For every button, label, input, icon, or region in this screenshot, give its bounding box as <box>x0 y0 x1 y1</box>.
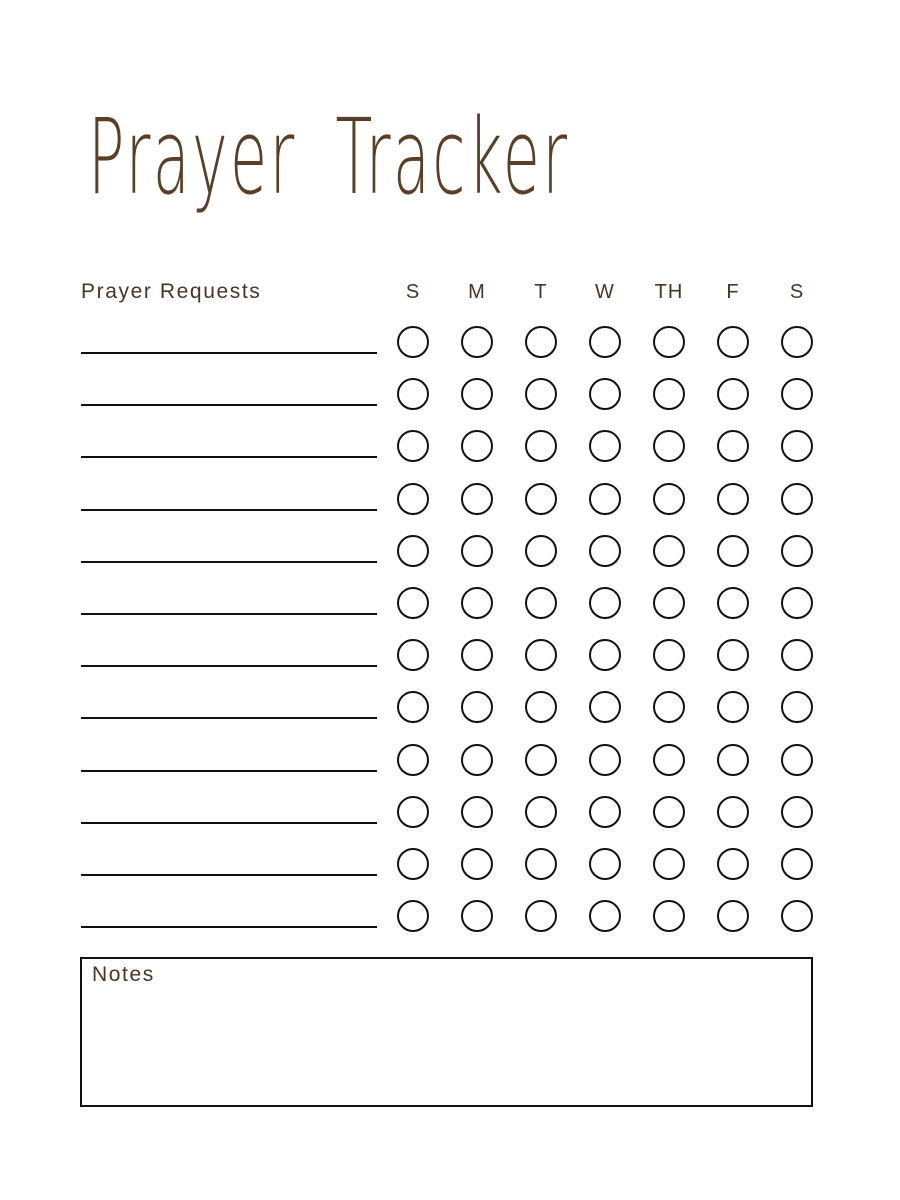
day-checkbox-circle[interactable] <box>397 587 429 619</box>
day-checkbox-circle[interactable] <box>525 483 557 515</box>
day-checkbox-circle[interactable] <box>589 744 621 776</box>
day-checkbox-circle[interactable] <box>589 796 621 828</box>
prayer-request-line[interactable] <box>81 509 377 511</box>
day-checkbox-circle[interactable] <box>397 535 429 567</box>
day-checkbox-circle[interactable] <box>781 691 813 723</box>
day-header-5: F <box>726 281 740 303</box>
day-checkbox-circle[interactable] <box>589 848 621 880</box>
day-checkbox-circle[interactable] <box>461 483 493 515</box>
day-checkbox-circle[interactable] <box>461 744 493 776</box>
day-checkbox-circle[interactable] <box>397 326 429 358</box>
day-checkbox-circle[interactable] <box>717 326 749 358</box>
day-checkbox-circle[interactable] <box>717 430 749 462</box>
prayer-request-line[interactable] <box>81 456 377 458</box>
page-title: Prayer Tracker <box>88 96 570 218</box>
day-checkbox-circle[interactable] <box>717 378 749 410</box>
prayer-request-line[interactable] <box>81 561 377 563</box>
day-header-2: T <box>534 281 548 303</box>
day-header-0: S <box>405 281 421 303</box>
day-checkbox-circle[interactable] <box>525 587 557 619</box>
day-checkbox-circle[interactable] <box>653 900 685 932</box>
day-checkbox-circle[interactable] <box>653 744 685 776</box>
day-checkbox-circle[interactable] <box>525 378 557 410</box>
day-checkbox-circle[interactable] <box>717 483 749 515</box>
notes-label: Notes <box>92 963 155 986</box>
day-checkbox-circle[interactable] <box>717 535 749 567</box>
day-checkbox-circle[interactable] <box>397 378 429 410</box>
day-checkbox-circle[interactable] <box>781 535 813 567</box>
day-checkbox-circle[interactable] <box>653 483 685 515</box>
day-checkbox-circle[interactable] <box>717 691 749 723</box>
day-checkbox-circle[interactable] <box>653 691 685 723</box>
day-checkbox-circle[interactable] <box>589 639 621 671</box>
day-header-6: S <box>789 281 805 303</box>
day-checkbox-circle[interactable] <box>717 744 749 776</box>
day-checkbox-circle[interactable] <box>397 744 429 776</box>
prayer-request-line[interactable] <box>81 613 377 615</box>
day-checkbox-circle[interactable] <box>397 848 429 880</box>
day-checkbox-circle[interactable] <box>781 796 813 828</box>
day-checkbox-circle[interactable] <box>461 430 493 462</box>
day-checkbox-circle[interactable] <box>653 848 685 880</box>
day-checkbox-circle[interactable] <box>781 378 813 410</box>
day-checkbox-circle[interactable] <box>525 744 557 776</box>
prayer-request-line[interactable] <box>81 770 377 772</box>
day-checkbox-circle[interactable] <box>397 796 429 828</box>
day-checkbox-circle[interactable] <box>525 848 557 880</box>
day-checkbox-circle[interactable] <box>525 326 557 358</box>
day-header-1: M <box>468 281 486 303</box>
prayer-request-line[interactable] <box>81 874 377 876</box>
day-checkbox-circle[interactable] <box>589 587 621 619</box>
day-checkbox-circle[interactable] <box>525 430 557 462</box>
day-checkbox-circle[interactable] <box>653 535 685 567</box>
prayer-request-line[interactable] <box>81 926 377 928</box>
day-checkbox-circle[interactable] <box>461 691 493 723</box>
day-checkbox-circle[interactable] <box>589 326 621 358</box>
day-checkbox-circle[interactable] <box>653 587 685 619</box>
day-checkbox-circle[interactable] <box>781 587 813 619</box>
notes-box[interactable] <box>80 957 813 1107</box>
day-checkbox-circle[interactable] <box>653 326 685 358</box>
day-checkbox-circle[interactable] <box>717 848 749 880</box>
day-checkbox-circle[interactable] <box>717 587 749 619</box>
day-checkbox-circle[interactable] <box>653 378 685 410</box>
day-checkbox-circle[interactable] <box>397 691 429 723</box>
prayer-request-line[interactable] <box>81 822 377 824</box>
day-checkbox-circle[interactable] <box>781 900 813 932</box>
day-checkbox-circle[interactable] <box>589 535 621 567</box>
day-checkbox-circle[interactable] <box>525 796 557 828</box>
day-header-4: TH <box>654 281 684 303</box>
day-checkbox-circle[interactable] <box>525 639 557 671</box>
prayer-requests-label: Prayer Requests <box>81 280 262 303</box>
day-checkbox-circle[interactable] <box>653 796 685 828</box>
day-header-3: W <box>595 281 615 303</box>
day-checkbox-circle[interactable] <box>397 483 429 515</box>
day-checkbox-circle[interactable] <box>589 430 621 462</box>
day-checkbox-circle[interactable] <box>781 639 813 671</box>
prayer-request-line[interactable] <box>81 665 377 667</box>
day-checkbox-circle[interactable] <box>525 900 557 932</box>
day-checkbox-circle[interactable] <box>461 639 493 671</box>
day-checkbox-circle[interactable] <box>589 378 621 410</box>
day-checkbox-circle[interactable] <box>653 639 685 671</box>
day-checkbox-circle[interactable] <box>525 535 557 567</box>
prayer-request-line[interactable] <box>81 352 377 354</box>
day-checkbox-circle[interactable] <box>397 900 429 932</box>
day-checkbox-circle[interactable] <box>397 430 429 462</box>
day-checkbox-circle[interactable] <box>717 796 749 828</box>
day-checkbox-circle[interactable] <box>461 900 493 932</box>
day-checkbox-circle[interactable] <box>461 796 493 828</box>
day-checkbox-circle[interactable] <box>461 587 493 619</box>
prayer-request-line[interactable] <box>81 717 377 719</box>
day-checkbox-circle[interactable] <box>781 326 813 358</box>
day-checkbox-circle[interactable] <box>653 430 685 462</box>
day-checkbox-circle[interactable] <box>781 483 813 515</box>
day-checkbox-circle[interactable] <box>525 691 557 723</box>
day-checkbox-circle[interactable] <box>461 378 493 410</box>
day-checkbox-circle[interactable] <box>461 535 493 567</box>
day-checkbox-circle[interactable] <box>397 639 429 671</box>
day-checkbox-circle[interactable] <box>589 900 621 932</box>
day-checkbox-circle[interactable] <box>781 744 813 776</box>
prayer-request-line[interactable] <box>81 404 377 406</box>
day-checkbox-circle[interactable] <box>781 430 813 462</box>
day-checkbox-circle[interactable] <box>589 691 621 723</box>
day-checkbox-circle[interactable] <box>461 326 493 358</box>
day-checkbox-circle[interactable] <box>781 848 813 880</box>
day-checkbox-circle[interactable] <box>589 483 621 515</box>
day-checkbox-circle[interactable] <box>717 900 749 932</box>
day-checkbox-circle[interactable] <box>461 848 493 880</box>
day-checkbox-circle[interactable] <box>717 639 749 671</box>
